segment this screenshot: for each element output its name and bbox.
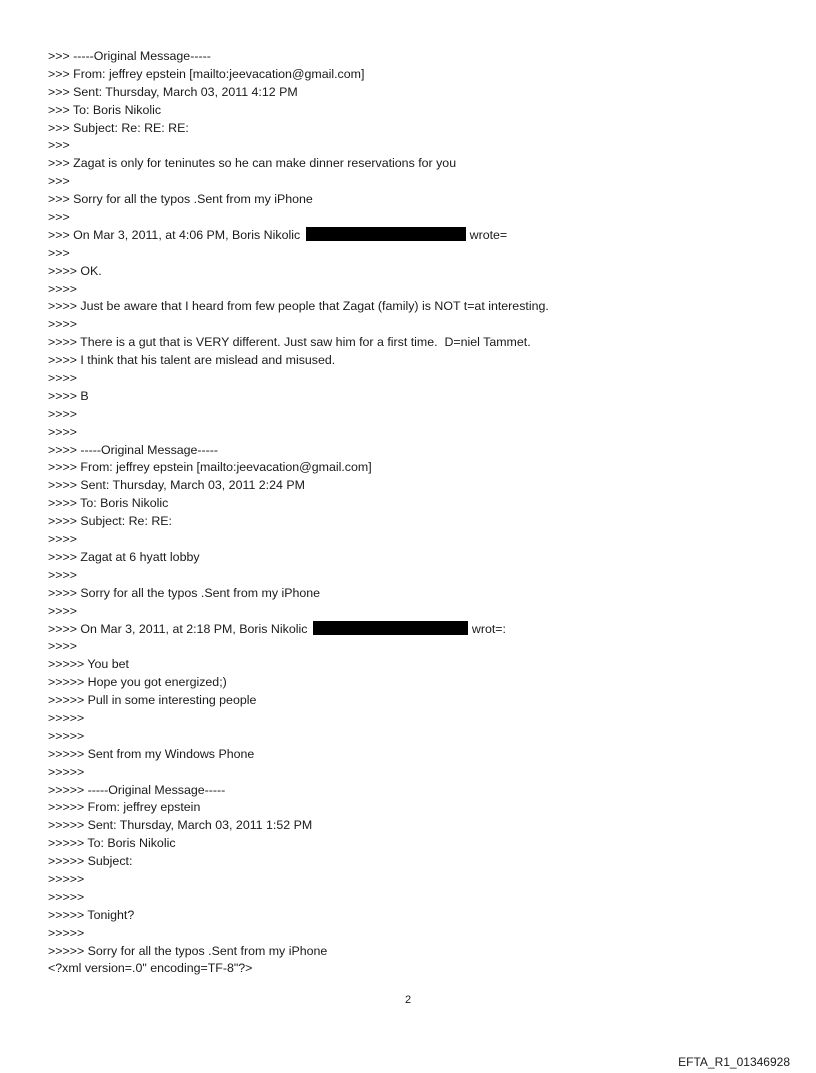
email-line	[48, 442, 788, 460]
email-line-text: >>> On Mar 3, 2011, at 4:06 PM, Boris Nikolic	[48, 227, 301, 242]
email-line	[48, 943, 788, 961]
email-line-text: >>>> Just be aware that I heard from few people that Zagat (family) is NOT t=at interesting.	[48, 299, 549, 314]
email-line-text: >>>>	[48, 567, 77, 582]
email-line	[48, 567, 788, 585]
email-line-text: >>>> -----Original Message-----	[48, 442, 219, 457]
email-line	[48, 48, 788, 66]
email-line-text: >>>>> Sorry for all the typos .Sent from my iPhone	[48, 943, 328, 958]
email-line	[48, 155, 788, 173]
redaction-box	[313, 621, 468, 635]
email-line	[48, 263, 788, 281]
email-line	[48, 495, 788, 513]
email-line-text: >>>> On Mar 3, 2011, at 2:18 PM, Boris Nikolic	[48, 621, 308, 636]
email-line	[48, 120, 788, 138]
email-line	[48, 102, 788, 120]
email-thread-body	[48, 48, 788, 978]
email-line-text: >>>	[48, 138, 70, 153]
email-line-text: >>>>	[48, 639, 77, 654]
email-line-text: >>>>> From: jeffrey epstein	[48, 800, 201, 815]
email-line-text: >>>>	[48, 371, 77, 386]
email-line	[48, 370, 788, 388]
email-line-text: >>>> From: jeffrey epstein [mailto:jeevacation@gmail.com]	[48, 460, 372, 475]
email-line	[48, 925, 788, 943]
email-line-text: >>>>> You bet	[48, 657, 129, 672]
email-line-text: >>>	[48, 210, 70, 225]
wrote-suffix: wrot=:	[468, 621, 506, 636]
email-line-text: >>>>> Sent: Thursday, March 03, 2011 1:52 PM	[48, 818, 313, 833]
email-line	[48, 209, 788, 227]
email-line	[48, 907, 788, 925]
email-line	[48, 728, 788, 746]
email-line-text: >>>>	[48, 281, 77, 296]
email-line	[48, 889, 788, 907]
email-line	[48, 549, 788, 567]
page-number: 2	[404, 994, 412, 1006]
email-line	[48, 191, 788, 209]
email-line-text: >>>> Sent: Thursday, March 03, 2011 2:24 PM	[48, 478, 305, 493]
email-line	[48, 782, 788, 800]
email-line-text: <?xml version=.0" encoding=TF-8"?>	[48, 961, 253, 976]
email-line	[48, 352, 788, 370]
email-line	[48, 746, 788, 764]
email-line-text: >>>>> Sent from my Windows Phone	[48, 746, 255, 761]
email-line	[48, 656, 788, 674]
email-line-text: >>>> There is a gut that is VERY different. Just saw him for a first time. D=niel Tammet.	[48, 335, 531, 350]
email-line	[48, 84, 788, 102]
email-line-text: >>>>> To: Boris Nikolic	[48, 836, 176, 851]
email-line-text: >>>> To: Boris Nikolic	[48, 496, 169, 511]
email-line-text: >>>>> Hope you got energized;)	[48, 675, 227, 690]
email-line	[48, 388, 788, 406]
email-line	[48, 227, 788, 245]
email-line-text: >>>>>	[48, 871, 85, 886]
email-line	[48, 316, 788, 334]
email-line	[48, 477, 788, 495]
email-line	[48, 835, 788, 853]
email-line	[48, 621, 788, 639]
email-line-text: >>> Sent: Thursday, March 03, 2011 4:12 PM	[48, 84, 298, 99]
email-line	[48, 66, 788, 84]
email-line-text: >>>>>	[48, 764, 85, 779]
email-line-text: >>>> B	[48, 388, 89, 403]
email-line	[48, 603, 788, 621]
email-line	[48, 173, 788, 191]
email-line-text: >>>>>	[48, 889, 85, 904]
email-line-text: >>>> Sorry for all the typos .Sent from my iPhone	[48, 585, 321, 600]
email-line-text: >>>> I think that his talent are mislead and misused.	[48, 353, 336, 368]
email-line	[48, 764, 788, 782]
email-line-text: >>>> Zagat at 6 hyatt lobby	[48, 549, 200, 564]
email-line-text: >>>	[48, 245, 70, 260]
email-line	[48, 245, 788, 263]
wrote-suffix: wrote=	[466, 227, 508, 242]
email-line	[48, 281, 788, 299]
email-line-text: >>>>	[48, 603, 77, 618]
email-line-text: >>>>>	[48, 925, 85, 940]
email-line-text: >>> Zagat is only for teninutes so he can make dinner reservations for you	[48, 156, 457, 171]
email-line	[48, 638, 788, 656]
email-line-text: >>>>>	[48, 710, 85, 725]
email-line-text: >>>>> Tonight?	[48, 907, 135, 922]
email-line-text: >>>> OK.	[48, 263, 102, 278]
email-line	[48, 853, 788, 871]
email-line-text: >>> -----Original Message-----	[48, 49, 211, 63]
email-line	[48, 298, 788, 316]
email-line	[48, 799, 788, 817]
email-line	[48, 531, 788, 549]
email-line	[48, 334, 788, 352]
email-line-text: >>> Subject: Re: RE: RE:	[48, 120, 189, 135]
email-line	[48, 871, 788, 889]
email-line-text: >>>>	[48, 406, 77, 421]
email-line-text: >>>>	[48, 424, 77, 439]
email-line-text: >>>>> Pull in some interesting people	[48, 693, 257, 708]
email-line-text: >>> From: jeffrey epstein [mailto:jeevacation@gmail.com]	[48, 66, 365, 81]
email-line-text: >>>>> Subject:	[48, 854, 133, 869]
email-line	[48, 817, 788, 835]
email-line-text: >>> Sorry for all the typos .Sent from my iPhone	[48, 192, 313, 207]
email-line-text: >>>>	[48, 532, 77, 547]
email-line-text: >>>	[48, 174, 70, 189]
email-line-text: >>> To: Boris Nikolic	[48, 102, 162, 117]
email-line	[48, 424, 788, 442]
redaction-box	[306, 227, 466, 241]
email-line	[48, 585, 788, 603]
document-id: EFTA_R1_01346928	[678, 1055, 790, 1069]
email-line	[48, 710, 788, 728]
email-line	[48, 459, 788, 477]
email-line-text: >>>>	[48, 317, 77, 332]
email-line	[48, 513, 788, 531]
email-line	[48, 406, 788, 424]
email-line-text: >>>> Subject: Re: RE:	[48, 514, 172, 529]
email-line-text: >>>>>	[48, 728, 85, 743]
email-line	[48, 674, 788, 692]
email-line	[48, 960, 788, 978]
email-line	[48, 137, 788, 155]
email-line	[48, 692, 788, 710]
email-line-text: >>>>> -----Original Message-----	[48, 782, 226, 797]
